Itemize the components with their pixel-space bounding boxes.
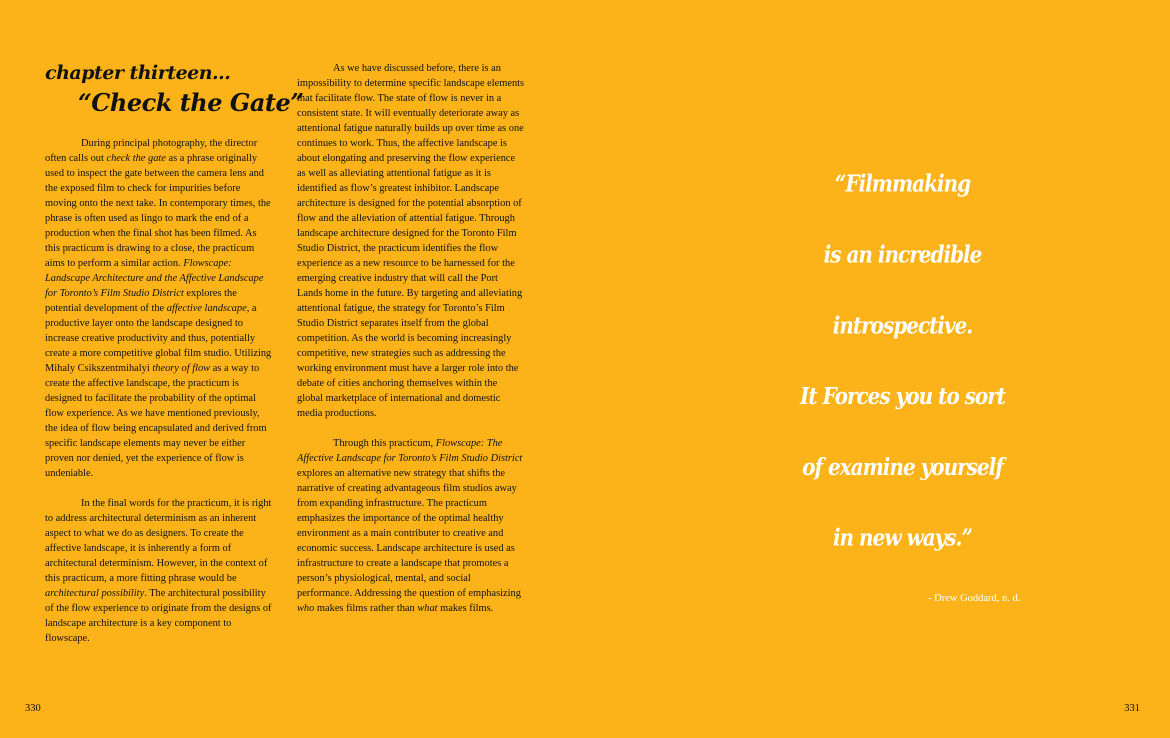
pull-quote bbox=[635, 148, 1170, 573]
text-run: In the final words for the practicum, it is right to address architectural determinism as an inherent aspect to what we do as designers. To create the affective landscape, it is inherently a form of architectural determinism. However, in the context of this practicum, a more fitting phrase would be bbox=[45, 498, 272, 584]
paragraph bbox=[45, 496, 273, 646]
italic-run: what bbox=[417, 603, 438, 614]
italic-run: check the gate bbox=[106, 153, 166, 164]
chapter-title: “Check the Gate” bbox=[78, 88, 304, 117]
quote-attribution: - Drew Goddard, n. d. bbox=[928, 593, 1021, 604]
text-run: During principal photography, the director often calls out bbox=[45, 138, 258, 164]
italic-run: theory of flow bbox=[152, 363, 211, 374]
quote-line: “Filmmaking bbox=[834, 169, 971, 198]
quote-line: It Forces you to sort bbox=[799, 381, 1006, 410]
text-run: as a way to create the affective landscape, the practicum is designed to facilitate the probability of the optimal flow experience. As we have mentioned previously, the idea of flow being encapsulated and derived from specific landscape elements may never be either proven nor denied, yet the experience of flow is undeniable. bbox=[45, 363, 267, 479]
paragraph bbox=[297, 61, 525, 421]
italic-run: architectural possibility bbox=[45, 588, 145, 599]
paragraph bbox=[45, 136, 273, 481]
text-run: , a productive layer onto the landscape designed to increase creative productivity and thus, potentially create a more competitive global film studio. Utilizing Mihaly Csikszentmihalyi bbox=[45, 303, 272, 374]
page-number-left: 330 bbox=[25, 703, 41, 714]
text-run: as a phrase originally used to inspect the gate between the camera lens and the exposed film to check for impurities before moving onto the next take. In contemporary times, the phrase is often used as lingo to mark the end of a production when the final shot has been filmed. As this practicum is drawing to a close, the practicum aims to perform a similar action. bbox=[45, 153, 271, 269]
italic-run: affective landscape bbox=[166, 303, 247, 314]
text-run: Through this practicum, bbox=[333, 438, 436, 449]
text-run: explores an alternative new strategy that shifts the narrative of creating advantageous film studios away from expanding infrastructure. The practicum emphasizes the importance of the optimal healthy environment as a main contributer to creative and economic success. Landscape architecture is used as infrastructure to create a landscape that promotes a person’s physiological, mental, and social performance. Addressing the question of emphasizing bbox=[297, 468, 521, 599]
text-run: explores the potential development of the bbox=[45, 288, 237, 314]
italic-run: Flowscape: Landscape Architecture and the Affective Landscape for Toronto’s Film Studio District bbox=[45, 258, 264, 299]
text-run: As we have discussed before, there is an impossibility to determine specific landscape elements that facilitate flow. The state of flow is never in a consistent state. It will eventually deteriorate away as attentional fatigue naturally builds up over time as one continues to work. Thus, the affective landscape is about elongating and preserving the flow experience as well as alleviating attentional fatigue as it is identified as flow’s greatest inhibitor. Landscape architecture is designed for the potential absorption of flow and the alleviation of attential fatigue. Through landscape architecture designed for the Toronto Film Studio District, the practicum identifies the flow experience as a new resource to be harnessed for the emerging creative industry that will call the Port Lands home in the future. By targeting and alleviating attentional fatigue, the strategy for Toronto’s Film Studio District separates itself from the global competition. As the world is becoming increasingly competitive, new strategies such as addressing the working environment must have a larger role into the debate of cities anchoring themselves within the global marketplace of international and domestic media productions. bbox=[297, 63, 525, 419]
quote-line: is an incredible bbox=[823, 240, 982, 269]
paragraph bbox=[297, 436, 525, 616]
text-run: . The architectural possibility of the flow experience to originate from the designs of landscape architecture is a key component to flowscape. bbox=[45, 588, 272, 644]
italic-run: Flowscape: The Affective Landscape for Toronto’s Film Studio District bbox=[297, 438, 523, 464]
quote-line: of examine yourself bbox=[802, 452, 1003, 481]
quote-line: in new ways.” bbox=[832, 523, 973, 552]
italic-run: who bbox=[297, 603, 315, 614]
text-run: makes films rather than bbox=[314, 603, 418, 614]
chapter-label: chapter thirteen... bbox=[45, 62, 231, 84]
quote-line: introspective. bbox=[832, 310, 973, 340]
page-number-right: 331 bbox=[1124, 703, 1140, 714]
body-column-1 bbox=[45, 136, 273, 646]
body-column-2 bbox=[297, 61, 525, 616]
right-page bbox=[585, 0, 1170, 738]
text-run: makes films. bbox=[437, 603, 494, 614]
